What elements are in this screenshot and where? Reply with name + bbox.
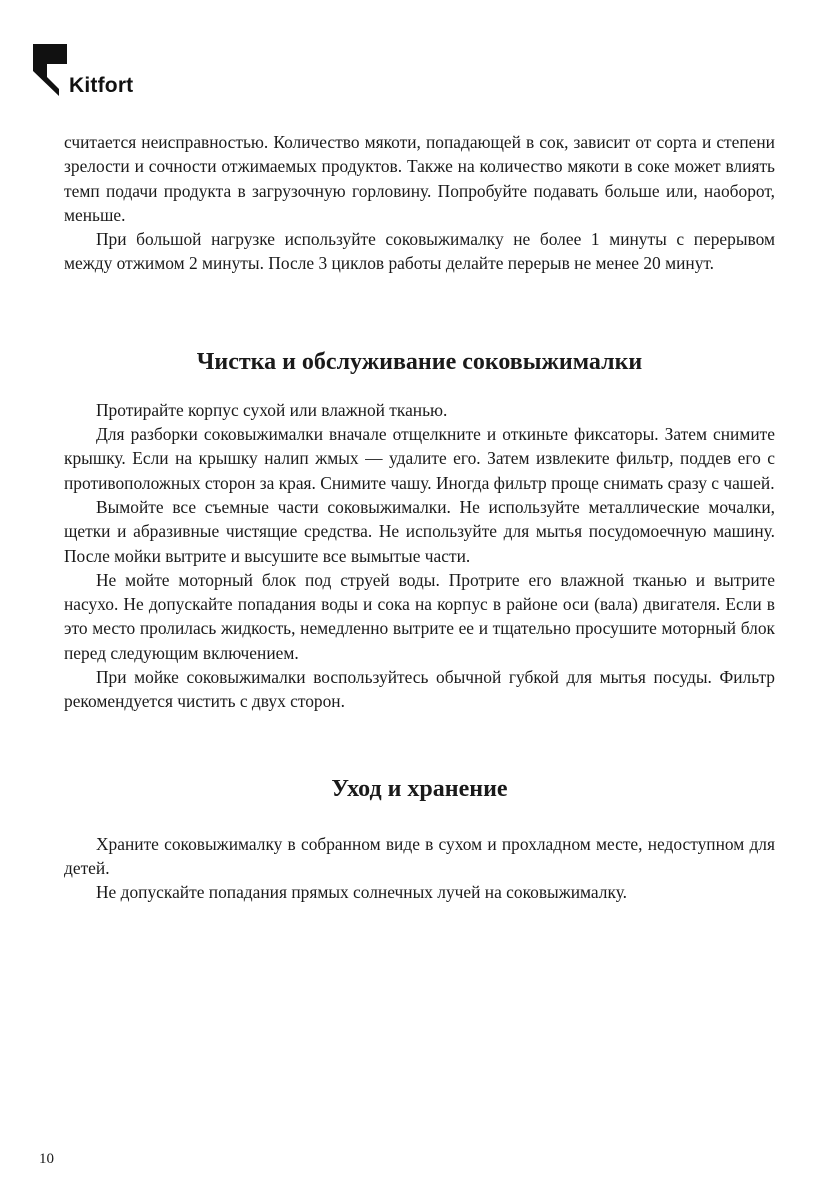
storage-paragraph-2: Не допускайте попадания прямых солнечных лучей на соковыжималку. — [96, 882, 627, 903]
intro-paragraph-2: При большой нагрузке используйте соковыжималку не более 1 минуты с перерывом между отжимом 2 минуты. После 3 циклов работы делайте перерыв не менее 20 минут. — [64, 229, 775, 274]
cleaning-section — [64, 347, 775, 714]
cleaning-paragraph-4: Не мойте моторный блок под струей воды. Протрите его влажной тканью и вытрите насухо. Не допускайте попадания воды и сока на корпус в районе оси (вала) двигателя. Если в это место пролилась жидкость, немедленно вытрите ее и тщательно просушите моторный блок перед следующим включением. — [64, 569, 775, 663]
brand-name: Kitfort — [69, 74, 134, 97]
cleaning-paragraph-3: Вымойте все съемные части соковыжималки. Не используйте металлические мочалки, щетки и абразивные чистящие средства. Не используйте для мытья посудомоечную машину. После мойки вытрите и высушите все вымытые части. — [64, 496, 775, 566]
cleaning-paragraph-2: Для разборки соковыжималки вначале отщелкните и откиньте фиксаторы. Затем снимите крышку. Если на крышку налип жмых — удалите его. Затем извлеките фильтр, поддев его с противоположных сторон за края. Снимите чашу. Иногда фильтр проще снимать сразу с чашей. — [64, 424, 775, 493]
intro-paragraph-1: считается неисправностью. Количество мякоти, попадающей в сок, зависит от сорта и степени зрелости и сочности отжимаемых продуктов. Также на количество мякоти в соке может влиять темп подачи продукта в загрузочную горловину. Попробуйте подавать больше или, наоборот, меньше. — [64, 132, 775, 225]
spacer — [64, 276, 775, 347]
spacer — [64, 377, 775, 398]
cleaning-paragraph-1: Протирайте корпус сухой или влажной тканью. — [96, 399, 448, 420]
page-number: 10 — [39, 1151, 54, 1167]
storage-section — [64, 774, 775, 905]
storage-heading: Уход и хранение — [331, 775, 508, 802]
storage-paragraph-1: Храните соковыжималку в собранном виде в сухом и прохладном месте, недоступном для детей. — [64, 833, 775, 878]
page-content — [64, 130, 775, 905]
spacer — [64, 714, 775, 774]
cleaning-heading: Чистка и обслуживание соковыжималки — [196, 348, 643, 375]
cleaning-paragraph-5: При мойке соковыжималки воспользуйтесь обычной губкой для мытья посуды. Фильтр рекомендуется чистить с двух сторон. — [64, 667, 775, 712]
intro-section — [64, 130, 775, 276]
spacer — [64, 804, 775, 832]
kitfort-mark-icon — [33, 44, 69, 98]
brand-logo — [33, 44, 183, 100]
